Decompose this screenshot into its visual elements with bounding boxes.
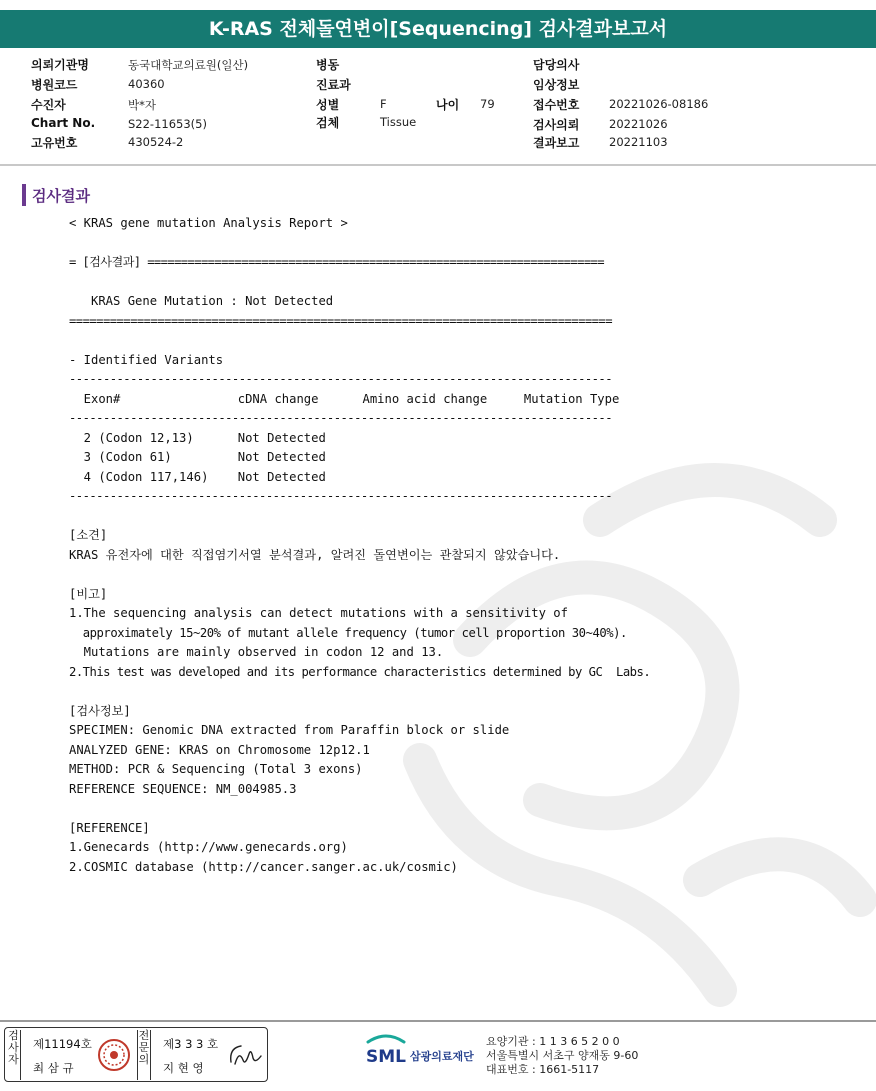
label-requesting-institution: 의뢰기관명 <box>31 58 89 72</box>
label-clinical-info: 임상정보 <box>533 78 580 92</box>
value-hospital-code: 40360 <box>128 77 165 91</box>
value-unique-no: 430524-2 <box>128 135 184 149</box>
value-report-date: 20221103 <box>609 135 668 149</box>
report-line: = [검사결과] ==================================================================== <box>69 255 604 269</box>
report-line: [REFERENCE] <box>69 820 150 835</box>
label-age: 나이 <box>436 98 460 112</box>
label-hospital-code: 병원코드 <box>31 78 78 92</box>
report-line: 2.This test was developed and its performance characteristics determined by GC Labs. <box>69 664 651 679</box>
footer-address <box>486 1035 638 1077</box>
report-line: 2.COSMIC database (http://cancer.sanger.ac.uk/cosmic) <box>69 859 458 874</box>
report-line: 1.Genecards (http://www.genecards.org) <box>69 840 348 854</box>
section-header <box>22 184 90 206</box>
report-line: KRAS 유전자에 대한 직접염기서열 분석결과, 알려진 돌연변이는 관찰되지 않았습니다. <box>69 547 561 562</box>
label-specimen: 검체 <box>316 116 340 130</box>
label-sex: 성별 <box>316 98 340 112</box>
label-patient: 수진자 <box>31 98 66 112</box>
label-receipt-no: 접수번호 <box>533 98 580 112</box>
value-request-date: 20221026 <box>609 117 668 131</box>
report-line: 4 (Codon 117,146) Not Detected <box>69 469 326 484</box>
sml-logo-icon <box>364 1032 408 1072</box>
report-line: 2 (Codon 12,13) Not Detected <box>69 430 326 445</box>
report-line: SPECIMEN: Genomic DNA extracted from Paraffin block or slide <box>69 723 510 737</box>
report-line: < KRAS gene mutation Analysis Report > <box>69 216 348 230</box>
examiner-name: 최 삼 규 <box>33 1061 74 1075</box>
value-specimen: Tissue <box>380 115 417 129</box>
report-line: - Identified Variants <box>69 352 224 367</box>
footer-divider <box>0 1020 876 1022</box>
section-accent-bar <box>22 184 26 206</box>
sml-logo <box>364 1030 484 1080</box>
value-receipt-no: 20221026-08186 <box>609 97 709 111</box>
report-line: 3 (Codon 61) Not Detected <box>69 450 326 464</box>
label-unique-no: 고유번호 <box>31 136 78 150</box>
report-line: -------------------------------------------------------------------------------- <box>69 489 613 503</box>
value-sex: F <box>380 97 387 111</box>
report-line: [소견] <box>69 528 108 542</box>
address: 서울특별시 서초구 양재동 9-60 <box>486 1049 639 1062</box>
report-line: KRAS Gene Mutation : Not Detected <box>69 294 334 308</box>
label-physician: 담당의사 <box>533 58 580 72</box>
section-title: 검사결과 <box>32 186 90 205</box>
institution-code: 요양기관 : 1 1 3 6 5 2 0 0 <box>486 1035 620 1048</box>
org-name: 삼광의료재단 <box>410 1050 474 1063</box>
label-ward: 병동 <box>316 58 340 72</box>
value-chart-no: S22-11653(5) <box>128 117 207 131</box>
label-department: 진료과 <box>316 78 351 92</box>
reviewer-signature-icon <box>227 1040 263 1070</box>
logo-text: SML <box>366 1047 406 1067</box>
report-line: -------------------------------------------------------------------------------- <box>69 411 613 425</box>
report-line: ================================================================================ <box>69 313 613 328</box>
reviewer-label: 전문의 <box>137 1030 151 1080</box>
report-title: K-RAS 전체돌연변이[Sequencing] 검사결과보고서 <box>0 10 876 48</box>
label-chart-no: Chart No. <box>31 116 96 130</box>
reviewer-name: 지 현 영 <box>163 1061 204 1075</box>
value-age: 79 <box>480 97 495 111</box>
reviewer-license: 제3 3 3 호 <box>163 1037 219 1051</box>
report-line: ANALYZED GENE: KRAS on Chromosome 12p12.1 <box>69 742 370 757</box>
report-line: REFERENCE SEQUENCE: NM_004985.3 <box>69 781 297 796</box>
report-line: approximately 15~20% of mutant allele frequency (tumor cell proportion 30~40%). <box>69 625 627 640</box>
examiner-license: 제11194호 <box>33 1037 92 1051</box>
report-line: METHOD: PCR & Sequencing (Total 3 exons) <box>69 762 363 776</box>
examiner-label: 검사자 <box>7 1030 21 1080</box>
signature-box <box>4 1027 268 1082</box>
report-line: 1.The sequencing analysis can detect mutations with a sensitivity of <box>69 606 568 620</box>
phone-number: 대표번호 : 1661-5117 <box>486 1063 600 1076</box>
label-request-date: 검사의뢰 <box>533 118 580 132</box>
value-patient: 박*자 <box>128 98 156 112</box>
examiner-seal-icon <box>97 1038 131 1072</box>
info-divider <box>0 164 876 166</box>
patient-info <box>0 54 876 154</box>
report-line: Exon# cDNA change Amino acid change Mutation Type <box>69 391 620 406</box>
label-report-date: 결과보고 <box>533 136 580 150</box>
report-line: Mutations are mainly observed in codon 12 and 13. <box>69 645 444 659</box>
report-line: [검사정보] <box>69 703 131 718</box>
report-line: -------------------------------------------------------------------------------- <box>69 372 613 386</box>
value-requesting-institution: 동국대학교의료원(일산) <box>128 58 249 72</box>
report-line: [비고] <box>69 586 108 601</box>
